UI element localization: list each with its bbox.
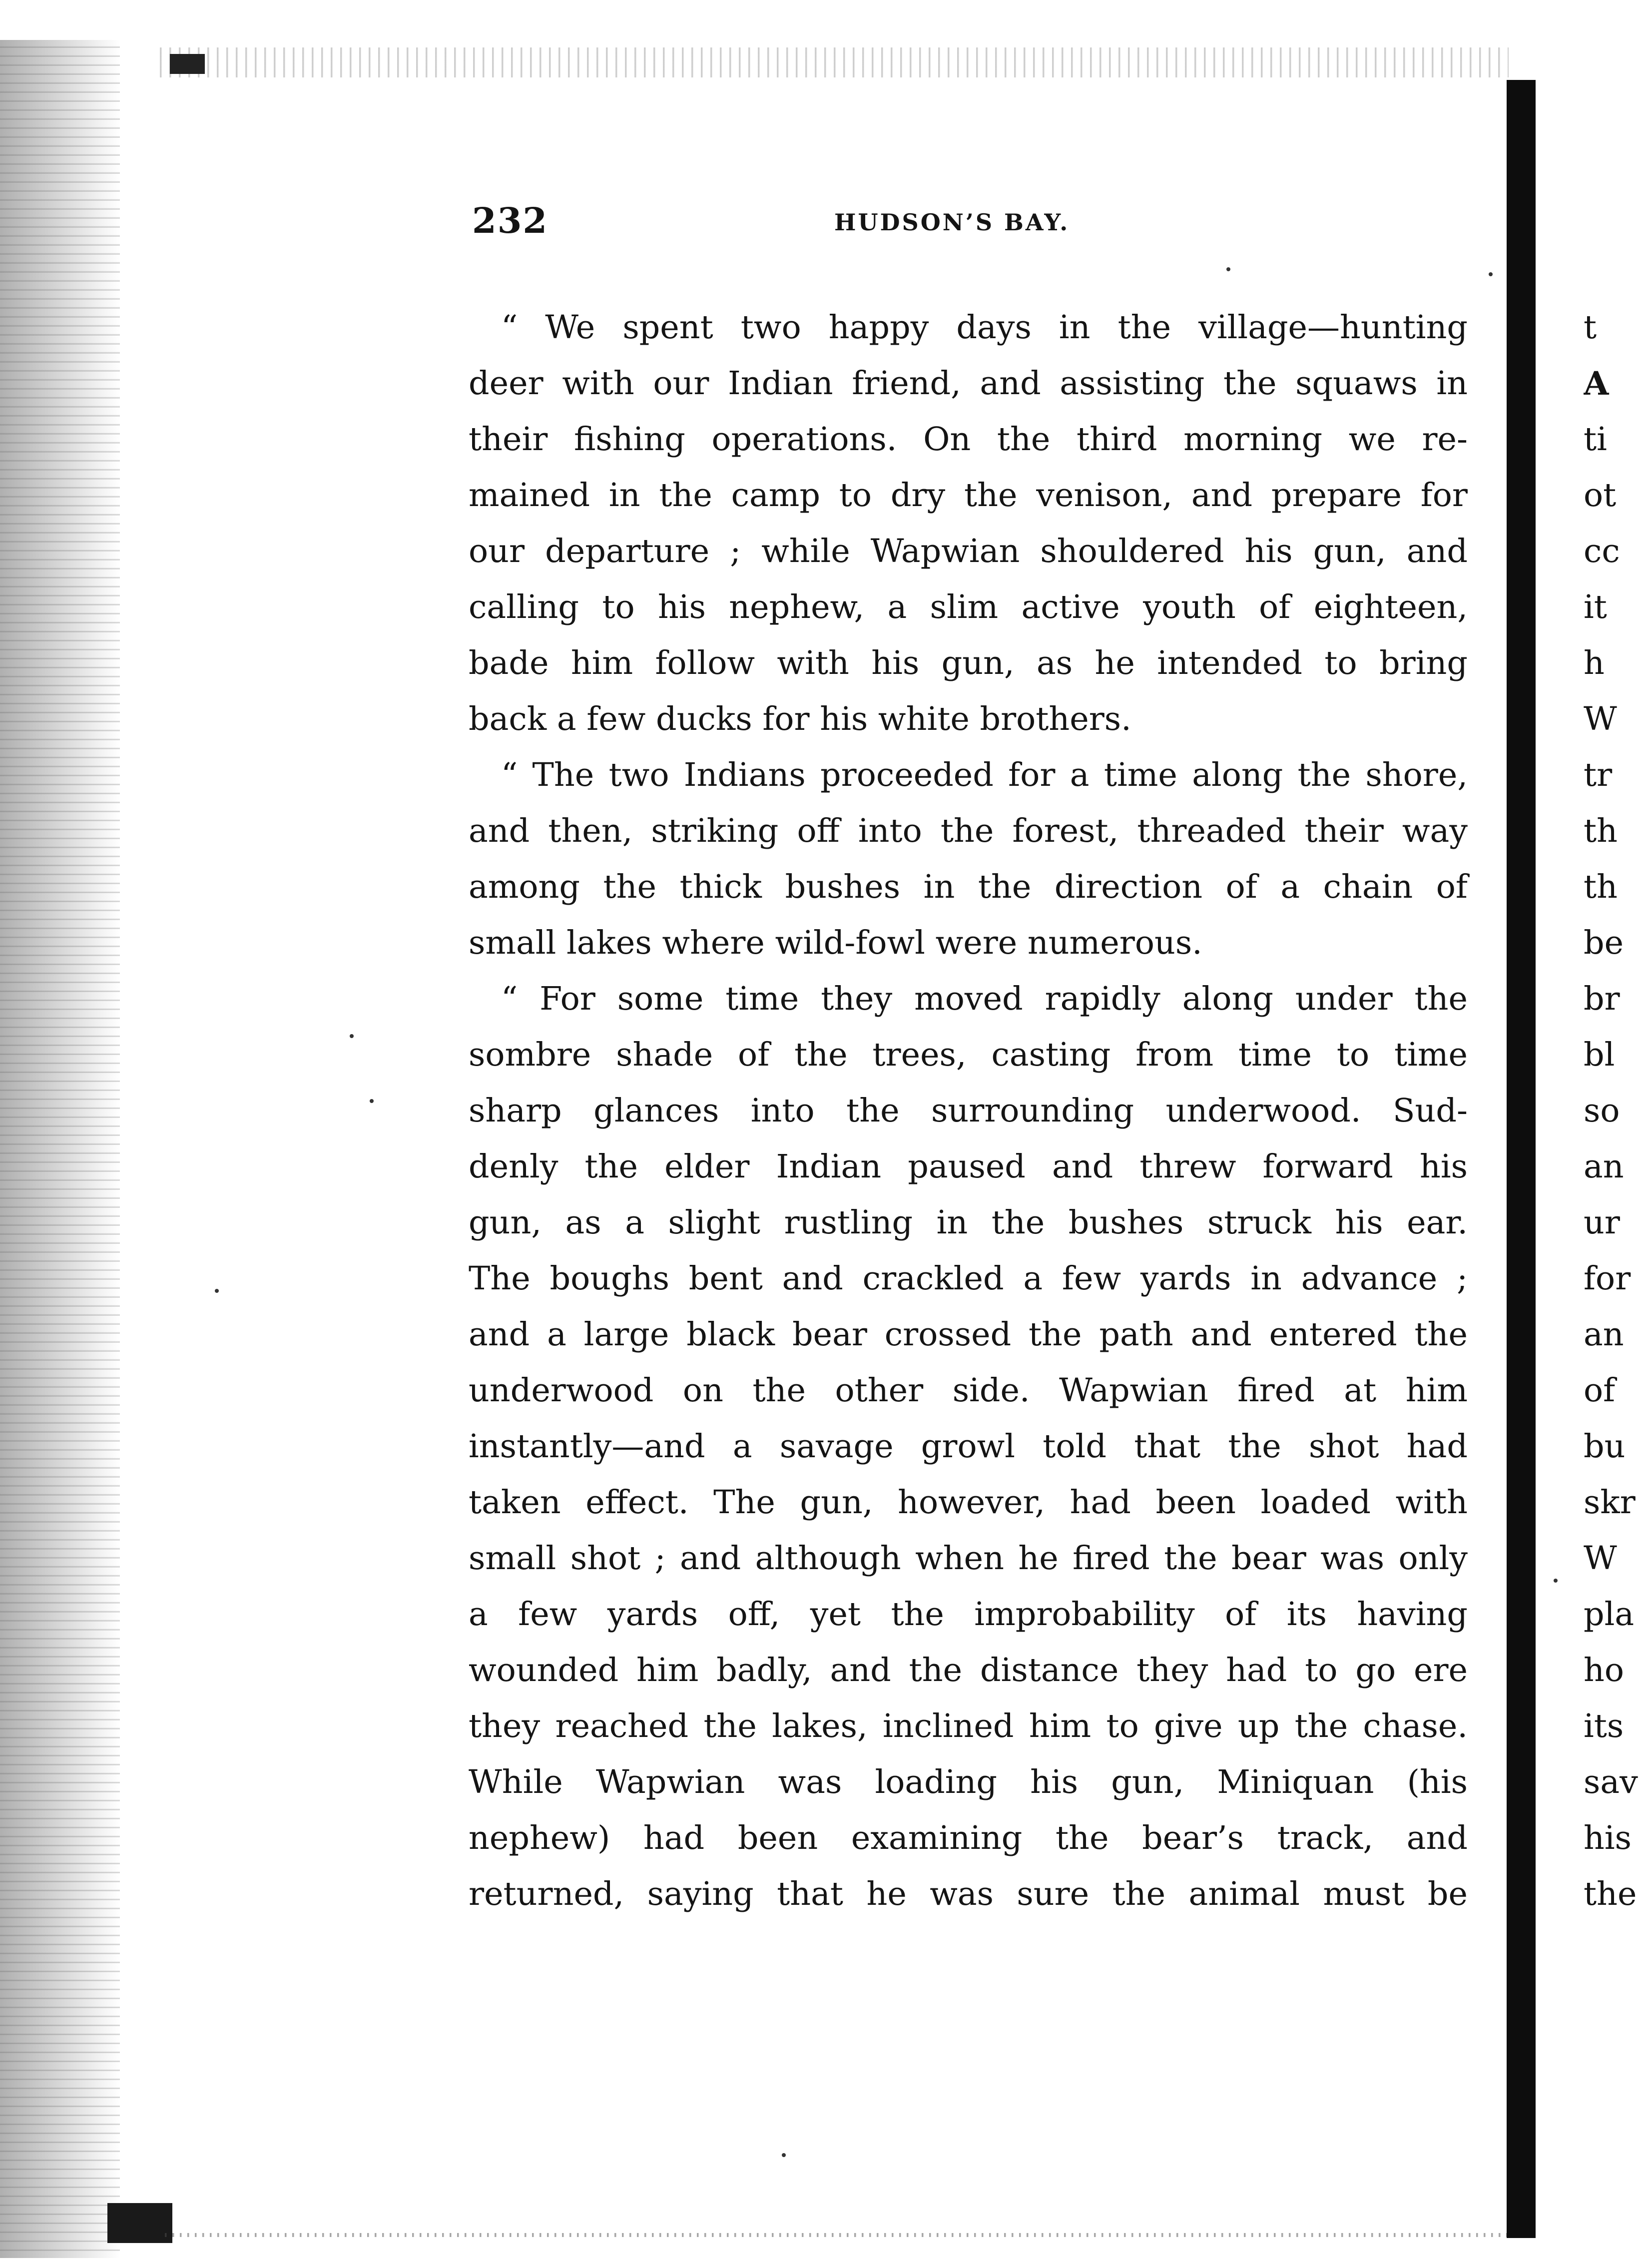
- facing-page-fragment: bl: [1584, 1036, 1615, 1074]
- text-line: While Wapwian was loading his gun, Miniquan (his: [469, 1763, 1468, 1801]
- facing-page-fragment: A: [1584, 365, 1609, 403]
- text-line: mained in the camp to dry the venison, and prepare for: [469, 477, 1468, 514]
- facing-page-fragment: an: [1584, 1148, 1624, 1185]
- facing-page-fragment: bu: [1584, 1428, 1626, 1465]
- text-line: returned, saying that he was sure the animal must be: [469, 1875, 1468, 1913]
- text-line: “ The two Indians proceeded for a time along the shore,: [501, 756, 1468, 794]
- running-head: [472, 200, 1466, 245]
- text-line: back a few ducks for his white brothers.: [469, 700, 1131, 738]
- body-text: [469, 300, 1468, 1922]
- facing-page-fragment: it: [1584, 588, 1607, 626]
- facing-page-fragment: cc: [1584, 533, 1620, 570]
- text-line: our departure ; while Wapwian shouldered his gun, and: [469, 533, 1468, 570]
- text-line: underwood on the other side. Wapwian fired at him: [469, 1372, 1468, 1409]
- text-line: sombre shade of the trees, casting from time to time: [469, 1036, 1468, 1074]
- text-line: small lakes where wild-fowl were numerous.: [469, 924, 1202, 962]
- facing-page-fragments: [1584, 300, 1652, 1922]
- running-title: HUDSON’S BAY.: [834, 209, 1070, 236]
- facing-page-fragment: skr: [1584, 1484, 1636, 1521]
- facing-page-fragment: the: [1584, 1875, 1637, 1913]
- text-line: The boughs bent and crackled a few yards in advance ;: [469, 1260, 1468, 1297]
- scan-speck: [215, 1289, 219, 1293]
- facing-page-fragment: ur: [1584, 1204, 1620, 1241]
- scan-speck: [370, 1099, 374, 1103]
- facing-page-fragment: W: [1584, 700, 1617, 738]
- facing-page-fragment: an: [1584, 1316, 1624, 1353]
- scan-speck: [1489, 272, 1493, 276]
- text-line: “ We spent two happy days in the village—hunting: [501, 309, 1468, 346]
- scan-speck: [350, 1034, 354, 1038]
- scan-speck: [1226, 267, 1230, 271]
- facing-page-fragment: of: [1584, 1372, 1616, 1409]
- facing-page-fragment: br: [1584, 980, 1620, 1018]
- facing-page-fragment: for: [1584, 1260, 1631, 1297]
- facing-page-fragment: ot: [1584, 477, 1617, 514]
- scan-corner-mark: [107, 2203, 172, 2243]
- text-line: wounded him badly, and the distance they had to go ere: [469, 1652, 1468, 1689]
- text-line: small shot ; and although when he fired the bear was only: [469, 1540, 1468, 1577]
- facing-page-fragment: th: [1584, 868, 1618, 906]
- text-line: denly the elder Indian paused and threw forward his: [469, 1148, 1468, 1185]
- text-line: instantly—and a savage growl told that the shot had: [469, 1428, 1468, 1465]
- text-line: deer with our Indian friend, and assisting the squaws in: [469, 365, 1468, 402]
- text-line: and then, striking off into the forest, threaded their way: [469, 812, 1468, 850]
- text-line: nephew) had been examining the bear’s track, and: [469, 1819, 1468, 1857]
- facing-page-fragment: so: [1584, 1092, 1620, 1130]
- scan-bottom-edge: [165, 2233, 1514, 2237]
- text-line: their fishing operations. On the third morning we re-: [469, 421, 1468, 458]
- facing-page-fragment: th: [1584, 812, 1618, 850]
- facing-page-fragment: h: [1584, 644, 1605, 682]
- facing-page-fragment: W: [1584, 1540, 1617, 1577]
- text-line: gun, as a slight rustling in the bushes struck his ear.: [469, 1204, 1468, 1241]
- text-line: they reached the lakes, inclined him to give up the chase.: [469, 1707, 1468, 1745]
- text-line: and a large black bear crossed the path and entered the: [469, 1316, 1468, 1353]
- facing-page-fragment: pla: [1584, 1596, 1635, 1633]
- scan-speck: [1554, 1579, 1558, 1583]
- scan-speck: [782, 2153, 786, 2157]
- text-line: taken effect. The gun, however, had been loaded with: [469, 1484, 1468, 1521]
- facing-page-fragment: ti: [1584, 421, 1607, 458]
- text-line: calling to his nephew, a slim active youth of eighteen,: [469, 588, 1468, 626]
- text-line: among the thick bushes in the direction of a chain of: [469, 868, 1468, 906]
- page-number: 232: [472, 200, 549, 241]
- scan-top-edge: [160, 47, 1509, 77]
- facing-page-fragment: t: [1584, 309, 1597, 346]
- scan-left-edge: [0, 40, 120, 2258]
- facing-page-fragment: his: [1584, 1819, 1632, 1857]
- facing-page-fragment: ho: [1584, 1652, 1624, 1689]
- facing-page-fragment: be: [1584, 924, 1624, 962]
- text-line: bade him follow with his gun, as he intended to bring: [469, 644, 1468, 682]
- text-line: “ For some time they moved rapidly along under the: [501, 980, 1468, 1018]
- facing-page-fragment: tr: [1584, 756, 1613, 794]
- binding-gutter: [1507, 80, 1536, 2238]
- scan-top-mark: [170, 54, 205, 74]
- facing-page-fragment: sav: [1584, 1763, 1638, 1801]
- text-line: sharp glances into the surrounding underwood. Sud-: [469, 1092, 1468, 1130]
- facing-page-fragment: its: [1584, 1707, 1624, 1745]
- text-line: a few yards off, yet the improbability of its having: [469, 1596, 1468, 1633]
